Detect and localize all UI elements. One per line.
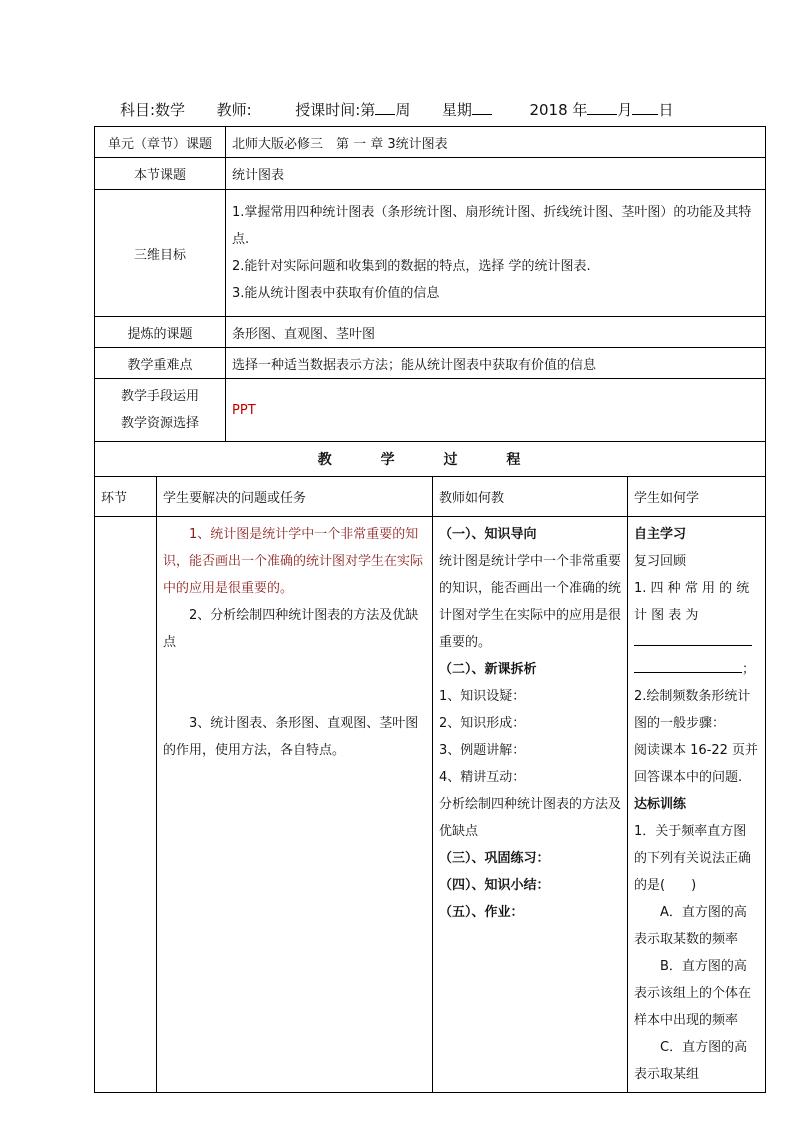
col-stage: 环节	[95, 477, 157, 517]
teacher-item: 2、知识形成：	[439, 716, 526, 731]
goals-list	[226, 190, 766, 317]
day-blank	[632, 100, 658, 115]
task-item: 3、统计图表、条形图、直观图、茎叶图的作用，使用方法，各自特点。	[163, 716, 419, 758]
stage-cell	[95, 517, 157, 1093]
student-task-cell	[157, 517, 433, 1093]
refined-value: 条形图、直观图、茎叶图	[226, 317, 766, 348]
process-title: 教 学 过 程	[95, 442, 766, 477]
goal-item: 1.掌握常用四种统计图表（条形统计图、扇形统计图、折线统计图、茎叶图）的功能及其特点.	[232, 205, 752, 247]
teacher-item: 3、例题讲解：	[439, 743, 526, 758]
col-student-learn: 学生如何学	[628, 477, 766, 517]
weekday-blank	[472, 100, 492, 115]
task-item: 1、统计图是统计学中一个非常重要的知识，能否画出一个准确的统计图对学生在实际中的应用是很重要的。	[163, 527, 424, 596]
col-teacher: 教师如何教	[433, 477, 628, 517]
teacher-paragraph: 统计图是统计学中一个非常重要的知识，能否画出一个准确的统计图对学生在实际中的应用是很重要的。	[439, 554, 622, 650]
day-label: 日	[658, 101, 674, 119]
teacher-heading: （一）、知识导向	[439, 527, 537, 542]
learn-heading: 自主学习	[634, 527, 687, 542]
means-label	[95, 379, 226, 442]
learn-text: 复习回顾	[634, 554, 687, 569]
teacher-heading: （四）、知识小结：	[439, 878, 550, 893]
teacher-item: 1、知识设疑：	[439, 689, 526, 704]
teacher-cell	[433, 517, 628, 1093]
refined-label: 提炼的课题	[95, 317, 226, 348]
teacher-paragraph: 分析绘制四种统计图表的方法及优缺点	[439, 797, 622, 839]
teacher-heading: （五）、作业：	[439, 905, 524, 920]
unit-label: 单元（章节）课题	[95, 127, 226, 158]
learn-heading: 达标训练	[634, 797, 687, 812]
month-blank	[587, 100, 617, 115]
week-label: 周	[395, 101, 411, 119]
teacher-item: 4、精讲互动：	[439, 770, 526, 785]
learn-text: ；	[742, 662, 756, 677]
col-student-task: 学生要解决的问题或任务	[157, 477, 433, 517]
goal-item: 2.能针对实际问题和收集到的数据的特点，选择 学的统计图表.	[232, 259, 591, 274]
answer-blank	[634, 631, 752, 646]
learn-text: 阅读课本 16-22 页并回答课本中的问题.	[634, 743, 759, 785]
page-header	[120, 99, 740, 120]
lesson-label: 本节课题	[95, 158, 226, 190]
weekday-label: 星期	[441, 101, 472, 119]
teacher-heading: （三）、巩固练习：	[439, 851, 550, 866]
teacher-heading: （二）、新课拆析	[439, 662, 537, 677]
lesson-value: 统计图表	[226, 158, 766, 190]
month-label: 月	[617, 101, 633, 119]
exercise-option: A．直方图的高表示取某数的频率	[634, 905, 747, 947]
exercise-question: 1．关于频率直方图的下列有关说法正确的是( )	[634, 824, 752, 893]
learn-question: 1. 四 种 常 用 的 统 计 图 表 为	[634, 581, 750, 623]
answer-blank	[634, 658, 742, 673]
goals-label: 三维目标	[95, 190, 226, 317]
unit-value: 北师大版必修三 第 一 章 3统计图表	[226, 127, 766, 158]
means-label-2: 教学资源选择	[121, 416, 200, 431]
means-value: PPT	[226, 379, 766, 442]
difficulty-value: 选择一种适当数据表示方法；能从统计图表中获取有价值的信息	[226, 348, 766, 379]
time-label: 授课时间:第	[295, 101, 376, 119]
lesson-plan-table	[94, 126, 766, 1093]
student-learn-cell	[628, 517, 766, 1093]
goal-item: 3.能从统计图表中获取有价值的信息	[232, 286, 440, 301]
teacher-label: 教师:	[216, 101, 252, 119]
week-blank	[375, 100, 395, 115]
difficulty-label: 教学重难点	[95, 348, 226, 379]
exercise-option: C．直方图的高表示取某组	[634, 1040, 748, 1082]
exercise-option: B．直方图的高表示该组上的个体在样本中出现的频率	[634, 959, 752, 1028]
learn-question: 2.绘制频数条形统计图的一般步骤：	[634, 689, 751, 731]
subject-label: 科目:数学	[120, 101, 186, 119]
means-label-1: 教学手段运用	[121, 389, 200, 404]
year-label: 2018 年	[529, 101, 588, 119]
task-item: 2、分析绘制四种统计图表的方法及优缺点	[163, 608, 419, 650]
